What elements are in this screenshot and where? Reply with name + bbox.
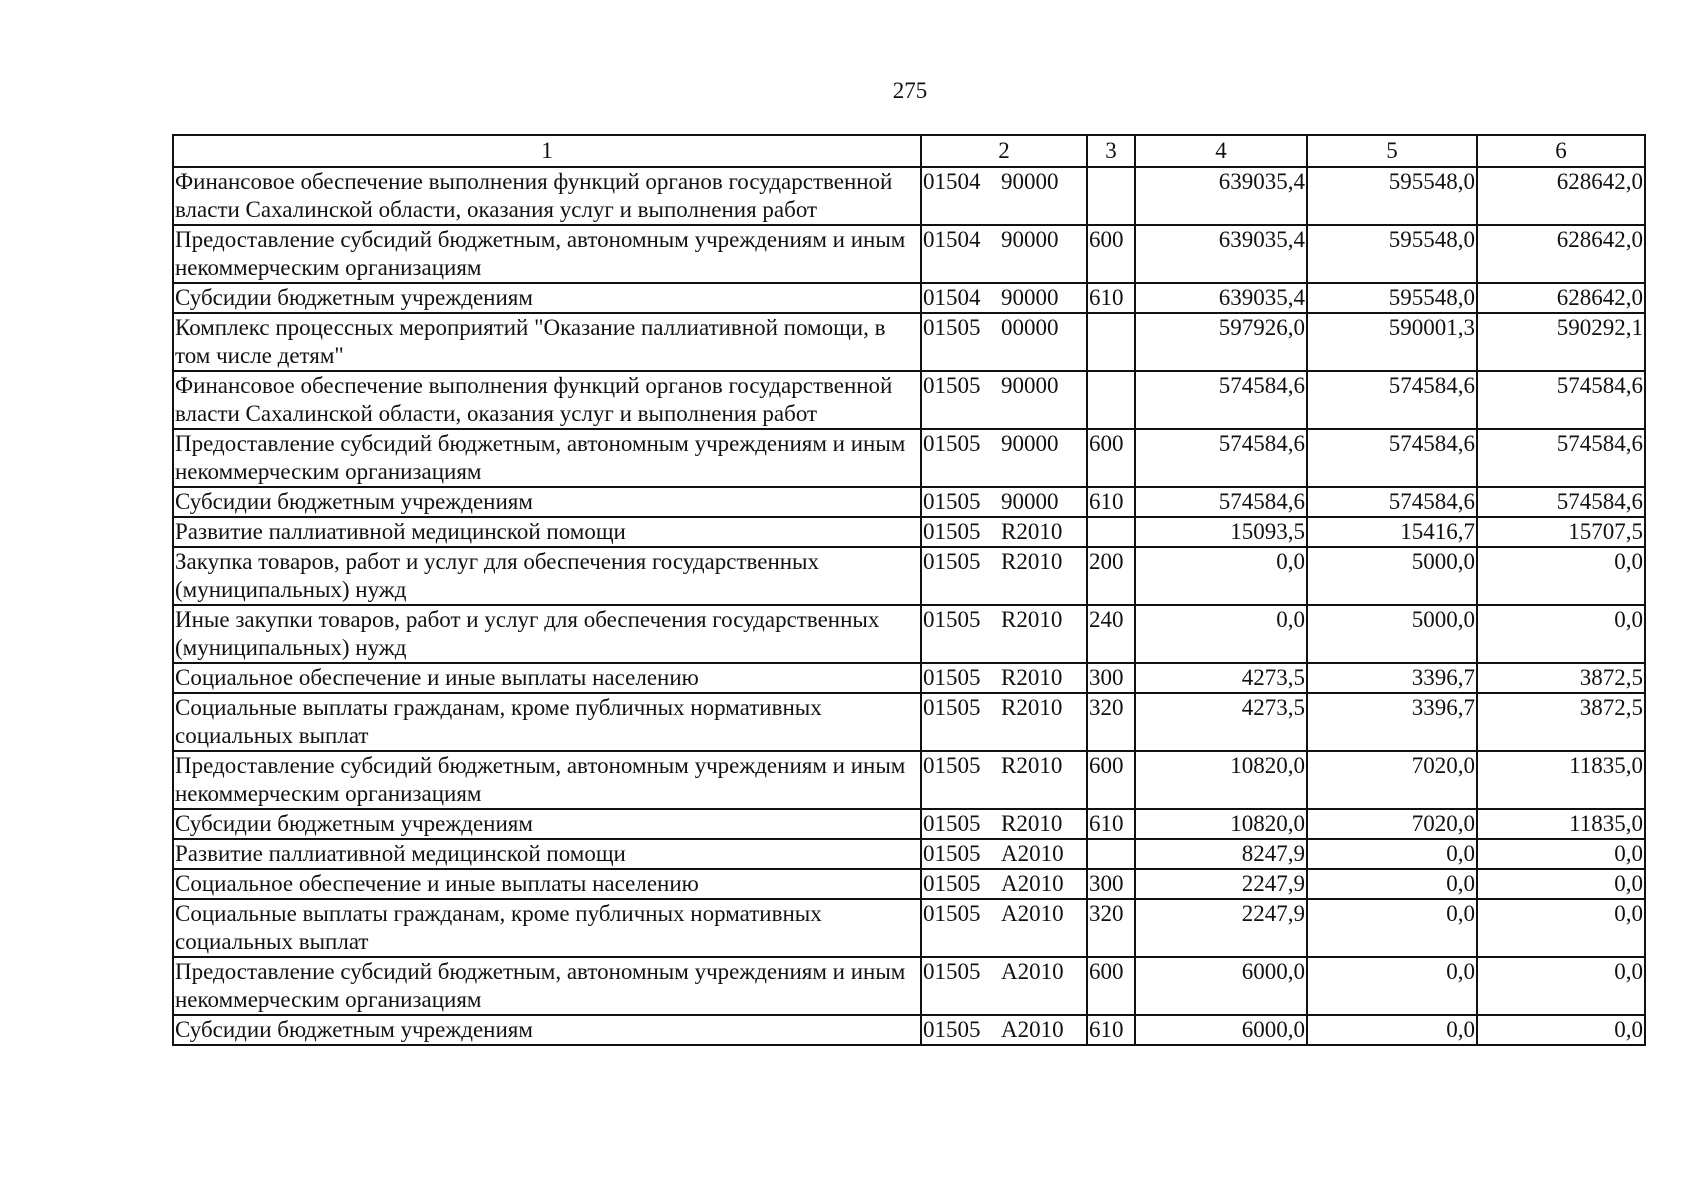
value-col-5: 0,0 bbox=[1307, 839, 1477, 869]
table-row bbox=[173, 313, 1645, 371]
row-code bbox=[921, 225, 1087, 283]
header-cell: 2 bbox=[921, 135, 1087, 167]
row-name: Субсидии бюджетным учреждениям bbox=[173, 487, 921, 517]
expense-type-code: 600 bbox=[1087, 751, 1135, 809]
program-code: 01505 bbox=[923, 489, 981, 514]
expense-type-code: 600 bbox=[1087, 225, 1135, 283]
program-code: 01505 bbox=[923, 811, 981, 836]
value-col-6: 15707,5 bbox=[1477, 517, 1645, 547]
row-name: Развитие паллиативной медицинской помощи bbox=[173, 517, 921, 547]
value-col-6: 628642,0 bbox=[1477, 225, 1645, 283]
value-col-5: 574584,6 bbox=[1307, 371, 1477, 429]
value-col-6: 0,0 bbox=[1477, 839, 1645, 869]
row-name: Социальные выплаты гражданам, кроме публичных нормативных социальных выплат bbox=[173, 899, 921, 957]
table-row bbox=[173, 1015, 1645, 1045]
value-col-6: 11835,0 bbox=[1477, 809, 1645, 839]
row-code bbox=[921, 899, 1087, 957]
header-cell: 1 bbox=[173, 135, 921, 167]
program-code: 01505 bbox=[923, 1017, 981, 1042]
value-col-4: 639035,4 bbox=[1135, 283, 1307, 313]
program-code: 01504 bbox=[923, 285, 981, 310]
value-col-6: 11835,0 bbox=[1477, 751, 1645, 809]
program-code: 01505 bbox=[923, 841, 981, 866]
direction-code: R2010 bbox=[1001, 753, 1063, 778]
direction-code: R2010 bbox=[1001, 695, 1063, 720]
row-name: Развитие паллиативной медицинской помощи bbox=[173, 839, 921, 869]
program-code: 01504 bbox=[923, 227, 981, 252]
row-code bbox=[921, 1015, 1087, 1045]
value-col-5: 5000,0 bbox=[1307, 605, 1477, 663]
table-row bbox=[173, 167, 1645, 225]
row-name: Субсидии бюджетным учреждениям bbox=[173, 809, 921, 839]
row-name: Комплекс процессных мероприятий "Оказание паллиативной помощи, в том числе детям" bbox=[173, 313, 921, 371]
direction-code: А2010 bbox=[1001, 901, 1064, 926]
value-col-4: 10820,0 bbox=[1135, 809, 1307, 839]
direction-code: 90000 bbox=[1001, 227, 1059, 252]
expense-type-code: 300 bbox=[1087, 663, 1135, 693]
row-code bbox=[921, 751, 1087, 809]
expense-type-code: 600 bbox=[1087, 957, 1135, 1015]
value-col-4: 10820,0 bbox=[1135, 751, 1307, 809]
direction-code: 90000 bbox=[1001, 489, 1059, 514]
table-row bbox=[173, 605, 1645, 663]
expense-type-code: 200 bbox=[1087, 547, 1135, 605]
program-code: 01505 bbox=[923, 959, 981, 984]
value-col-4: 6000,0 bbox=[1135, 957, 1307, 1015]
row-code bbox=[921, 517, 1087, 547]
value-col-6: 0,0 bbox=[1477, 605, 1645, 663]
table-row bbox=[173, 809, 1645, 839]
program-code: 01505 bbox=[923, 607, 981, 632]
direction-code: R2010 bbox=[1001, 811, 1063, 836]
value-col-4: 0,0 bbox=[1135, 547, 1307, 605]
expense-type-code bbox=[1087, 517, 1135, 547]
table-row bbox=[173, 487, 1645, 517]
expense-type-code: 610 bbox=[1087, 283, 1135, 313]
expense-type-code: 610 bbox=[1087, 1015, 1135, 1045]
value-col-5: 0,0 bbox=[1307, 1015, 1477, 1045]
value-col-4: 6000,0 bbox=[1135, 1015, 1307, 1045]
value-col-5: 0,0 bbox=[1307, 869, 1477, 899]
row-code bbox=[921, 957, 1087, 1015]
value-col-5: 0,0 bbox=[1307, 957, 1477, 1015]
value-col-4: 574584,6 bbox=[1135, 487, 1307, 517]
row-code bbox=[921, 313, 1087, 371]
row-name: Финансовое обеспечение выполнения функций органов государственной власти Сахалинской области, оказания услуг и выполнения работ bbox=[173, 167, 921, 225]
value-col-6: 574584,6 bbox=[1477, 429, 1645, 487]
program-code: 01505 bbox=[923, 871, 981, 896]
header-cell: 6 bbox=[1477, 135, 1645, 167]
table-row bbox=[173, 839, 1645, 869]
program-code: 01505 bbox=[923, 549, 981, 574]
program-code: 01505 bbox=[923, 753, 981, 778]
table-row bbox=[173, 869, 1645, 899]
expense-type-code: 240 bbox=[1087, 605, 1135, 663]
value-col-6: 0,0 bbox=[1477, 1015, 1645, 1045]
value-col-6: 0,0 bbox=[1477, 899, 1645, 957]
row-code bbox=[921, 429, 1087, 487]
value-col-4: 597926,0 bbox=[1135, 313, 1307, 371]
table-row bbox=[173, 693, 1645, 751]
expense-type-code: 320 bbox=[1087, 899, 1135, 957]
value-col-4: 4273,5 bbox=[1135, 693, 1307, 751]
value-col-5: 574584,6 bbox=[1307, 487, 1477, 517]
direction-code: 00000 bbox=[1001, 315, 1059, 340]
value-col-5: 595548,0 bbox=[1307, 225, 1477, 283]
direction-code: А2010 bbox=[1001, 1017, 1064, 1042]
direction-code: А2010 bbox=[1001, 959, 1064, 984]
table-row bbox=[173, 429, 1645, 487]
direction-code: R2010 bbox=[1001, 519, 1063, 544]
row-code bbox=[921, 167, 1087, 225]
direction-code: R2010 bbox=[1001, 607, 1063, 632]
program-code: 01505 bbox=[923, 519, 981, 544]
direction-code: R2010 bbox=[1001, 665, 1063, 690]
value-col-4: 574584,6 bbox=[1135, 429, 1307, 487]
value-col-5: 5000,0 bbox=[1307, 547, 1477, 605]
table-row bbox=[173, 283, 1645, 313]
header-cell: 5 bbox=[1307, 135, 1477, 167]
value-col-6: 574584,6 bbox=[1477, 371, 1645, 429]
value-col-5: 15416,7 bbox=[1307, 517, 1477, 547]
value-col-5: 0,0 bbox=[1307, 899, 1477, 957]
program-code: 01505 bbox=[923, 315, 981, 340]
row-name: Предоставление субсидий бюджетным, автономным учреждениям и иным некоммерческим организациям bbox=[173, 429, 921, 487]
value-col-6: 0,0 bbox=[1477, 957, 1645, 1015]
table-body bbox=[173, 167, 1645, 1045]
direction-code: R2010 bbox=[1001, 549, 1063, 574]
direction-code: 90000 bbox=[1001, 169, 1059, 194]
direction-code: 90000 bbox=[1001, 285, 1059, 310]
row-code bbox=[921, 371, 1087, 429]
value-col-5: 3396,7 bbox=[1307, 663, 1477, 693]
value-col-6: 0,0 bbox=[1477, 869, 1645, 899]
row-name: Социальное обеспечение и иные выплаты населению bbox=[173, 869, 921, 899]
table-row bbox=[173, 225, 1645, 283]
header-cell: 3 bbox=[1087, 135, 1135, 167]
value-col-4: 2247,9 bbox=[1135, 869, 1307, 899]
row-code bbox=[921, 869, 1087, 899]
program-code: 01505 bbox=[923, 901, 981, 926]
value-col-4: 4273,5 bbox=[1135, 663, 1307, 693]
row-code bbox=[921, 547, 1087, 605]
header-cell: 4 bbox=[1135, 135, 1307, 167]
program-code: 01504 bbox=[923, 169, 981, 194]
value-col-5: 595548,0 bbox=[1307, 167, 1477, 225]
value-col-5: 7020,0 bbox=[1307, 751, 1477, 809]
row-code bbox=[921, 809, 1087, 839]
row-name: Предоставление субсидий бюджетным, автономным учреждениям и иным некоммерческим организациям bbox=[173, 957, 921, 1015]
row-code bbox=[921, 283, 1087, 313]
value-col-4: 8247,9 bbox=[1135, 839, 1307, 869]
program-code: 01505 bbox=[923, 373, 981, 398]
value-col-5: 574584,6 bbox=[1307, 429, 1477, 487]
expense-type-code bbox=[1087, 313, 1135, 371]
value-col-5: 595548,0 bbox=[1307, 283, 1477, 313]
direction-code: А2010 bbox=[1001, 871, 1064, 896]
expense-type-code bbox=[1087, 167, 1135, 225]
table-row bbox=[173, 517, 1645, 547]
table-row bbox=[173, 751, 1645, 809]
expense-type-code: 600 bbox=[1087, 429, 1135, 487]
value-col-4: 15093,5 bbox=[1135, 517, 1307, 547]
row-code bbox=[921, 839, 1087, 869]
value-col-4: 2247,9 bbox=[1135, 899, 1307, 957]
direction-code: А2010 bbox=[1001, 841, 1064, 866]
table-row bbox=[173, 899, 1645, 957]
row-name: Предоставление субсидий бюджетным, автономным учреждениям и иным некоммерческим организациям bbox=[173, 751, 921, 809]
value-col-4: 639035,4 bbox=[1135, 167, 1307, 225]
row-name: Социальные выплаты гражданам, кроме публичных нормативных социальных выплат bbox=[173, 693, 921, 751]
value-col-6: 0,0 bbox=[1477, 547, 1645, 605]
row-code bbox=[921, 487, 1087, 517]
program-code: 01505 bbox=[923, 695, 981, 720]
value-col-6: 574584,6 bbox=[1477, 487, 1645, 517]
value-col-4: 0,0 bbox=[1135, 605, 1307, 663]
row-name: Субсидии бюджетным учреждениям bbox=[173, 1015, 921, 1045]
expense-type-code: 320 bbox=[1087, 693, 1135, 751]
value-col-5: 590001,3 bbox=[1307, 313, 1477, 371]
expense-type-code: 300 bbox=[1087, 869, 1135, 899]
table-row bbox=[173, 663, 1645, 693]
table-row bbox=[173, 371, 1645, 429]
row-name: Социальное обеспечение и иные выплаты населению bbox=[173, 663, 921, 693]
row-name: Закупка товаров, работ и услуг для обеспечения государственных (муниципальных) нужд bbox=[173, 547, 921, 605]
value-col-6: 3872,5 bbox=[1477, 663, 1645, 693]
row-name: Субсидии бюджетным учреждениям bbox=[173, 283, 921, 313]
expense-type-code: 610 bbox=[1087, 487, 1135, 517]
value-col-6: 628642,0 bbox=[1477, 283, 1645, 313]
row-code bbox=[921, 605, 1087, 663]
direction-code: 90000 bbox=[1001, 431, 1059, 456]
row-name: Финансовое обеспечение выполнения функций органов государственной власти Сахалинской области, оказания услуг и выполнения работ bbox=[173, 371, 921, 429]
program-code: 01505 bbox=[923, 431, 981, 456]
value-col-6: 3872,5 bbox=[1477, 693, 1645, 751]
row-name: Иные закупки товаров, работ и услуг для обеспечения государственных (муниципальных) нужд bbox=[173, 605, 921, 663]
row-code bbox=[921, 663, 1087, 693]
value-col-6: 628642,0 bbox=[1477, 167, 1645, 225]
row-code bbox=[921, 693, 1087, 751]
expense-type-code bbox=[1087, 371, 1135, 429]
program-code: 01505 bbox=[923, 665, 981, 690]
value-col-4: 574584,6 bbox=[1135, 371, 1307, 429]
value-col-4: 639035,4 bbox=[1135, 225, 1307, 283]
value-col-5: 3396,7 bbox=[1307, 693, 1477, 751]
page-number: 275 bbox=[892, 78, 928, 103]
expense-type-code bbox=[1087, 839, 1135, 869]
direction-code: 90000 bbox=[1001, 373, 1059, 398]
expense-type-code: 610 bbox=[1087, 809, 1135, 839]
table-row bbox=[173, 547, 1645, 605]
table-row bbox=[173, 957, 1645, 1015]
row-name: Предоставление субсидий бюджетным, автономным учреждениям и иным некоммерческим организациям bbox=[173, 225, 921, 283]
budget-table bbox=[172, 134, 1646, 1046]
header-row bbox=[173, 135, 1645, 167]
value-col-6: 590292,1 bbox=[1477, 313, 1645, 371]
value-col-5: 7020,0 bbox=[1307, 809, 1477, 839]
